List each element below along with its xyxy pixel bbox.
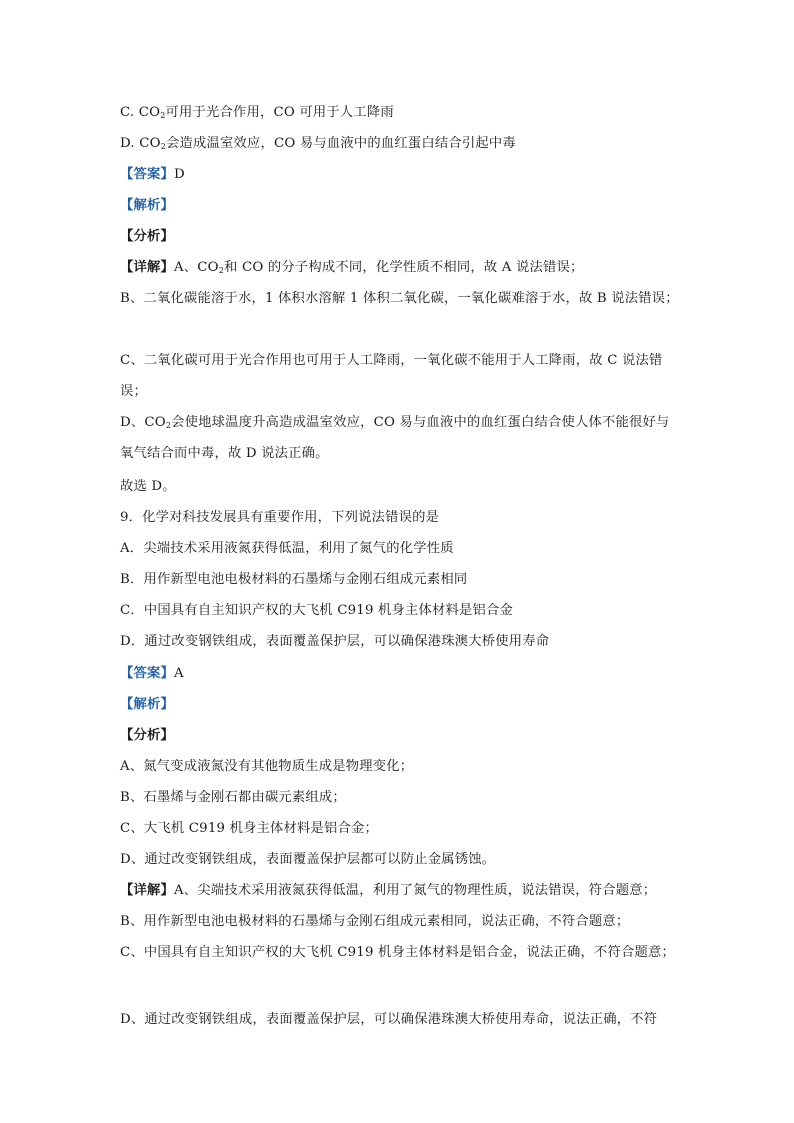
q9-analysis-a: A、氮气变成液氮没有其他物质生成是物理变化； bbox=[120, 759, 414, 774]
q9-fenxi-tag: 【分析】 bbox=[120, 728, 174, 743]
q8-fenxi-tag: 【分析】 bbox=[120, 229, 174, 244]
q9-analysis-c: C、大飞机 C919 机身主体材料是铝合金； bbox=[120, 821, 379, 836]
q9-detail-b: B、用作新型电池电极材料的石墨烯与金刚石组成元素相同，说法正确，不符合题意； bbox=[120, 914, 630, 929]
q9-analysis-d: D、通过改变钢铁组成，表面覆盖保护层都可以防止金属锈蚀。 bbox=[120, 852, 496, 867]
answer-tag: 【答案】 bbox=[120, 167, 174, 182]
q8-detail-a: 【详解】A、$CO_2$和 CO 的分子构成不同，化学性质不相同，故 A 说法错误； bbox=[120, 260, 584, 275]
q8-detail-d-line2: 氧气结合而中毒，故 D 说法正确。 bbox=[120, 446, 329, 461]
q9-detail-d: D、通过改变钢铁组成，表面覆盖保护层，可以确保港珠澳大桥使用寿命，说法正确，不符 bbox=[120, 1012, 658, 1027]
answer-tag: 【答案】 bbox=[120, 666, 174, 681]
q9-option-d: D．通过改变钢铁组成，表面覆盖保护层，可以确保港珠澳大桥使用寿命 bbox=[120, 634, 550, 649]
q9-option-b: B．用作新型电池电极材料的石墨烯与金刚石组成元素相同 bbox=[120, 572, 468, 587]
q9-option-a: A．尖端技术采用液氮获得低温，利用了氮气的化学性质 bbox=[120, 541, 454, 556]
q9-option-c: C．中国具有自主知识产权的大飞机 C919 机身主体材料是铝合金 bbox=[120, 603, 514, 618]
q9-detail-a: 【详解】A、尖端技术采用液氮获得低温，利用了氮气的物理性质，说法错误，符合题意； bbox=[120, 883, 657, 898]
q8-detail-c-line1: C、二氧化碳可用于光合作用也可用于人工降雨，一氧化碳不能用于人工降雨，故 C 说法错 bbox=[120, 353, 663, 368]
q9-detail-c: C、中国具有自主知识产权的大飞机 C919 机身主体材料是铝合金，说法正确，不符合题意； bbox=[120, 945, 675, 960]
q8-option-d: D. $CO_2$会造成温室效应，CO 易与血液中的血红蛋白结合引起中毒 bbox=[120, 136, 516, 151]
detail-tag: 【详解】 bbox=[120, 883, 174, 898]
q8-detail-b: B、二氧化碳能溶于水，1 体积水溶解 1 体积二氧化碳，一氧化碳难溶于水，故 B 说法错误； bbox=[120, 291, 679, 306]
q9-answer: 【答案】A bbox=[120, 666, 184, 681]
q9-analysis-b: B、石墨烯与金刚石都由碳元素组成； bbox=[120, 790, 346, 805]
q8-option-c: C. $CO_2$可用于光合作用，CO 可用于人工降雨 bbox=[120, 105, 394, 120]
q9-stem: 9．化学对科技发展具有重要作用，下列说法错误的是 bbox=[120, 510, 440, 525]
q8-detail-c-line2: 误； bbox=[120, 384, 147, 399]
q8-conclusion: 故选 D。 bbox=[120, 479, 176, 494]
q8-answer: 【答案】D bbox=[120, 167, 185, 182]
q9-jiexi-tag: 【解析】 bbox=[120, 697, 174, 712]
q8-detail-d-line1: D、$CO_2$会使地球温度升高造成温室效应，CO 易与血液中的血红蛋白结合使人体不能很好与 bbox=[120, 415, 670, 430]
detail-tag: 【详解】 bbox=[120, 260, 174, 275]
q8-jiexi-tag: 【解析】 bbox=[120, 198, 174, 213]
